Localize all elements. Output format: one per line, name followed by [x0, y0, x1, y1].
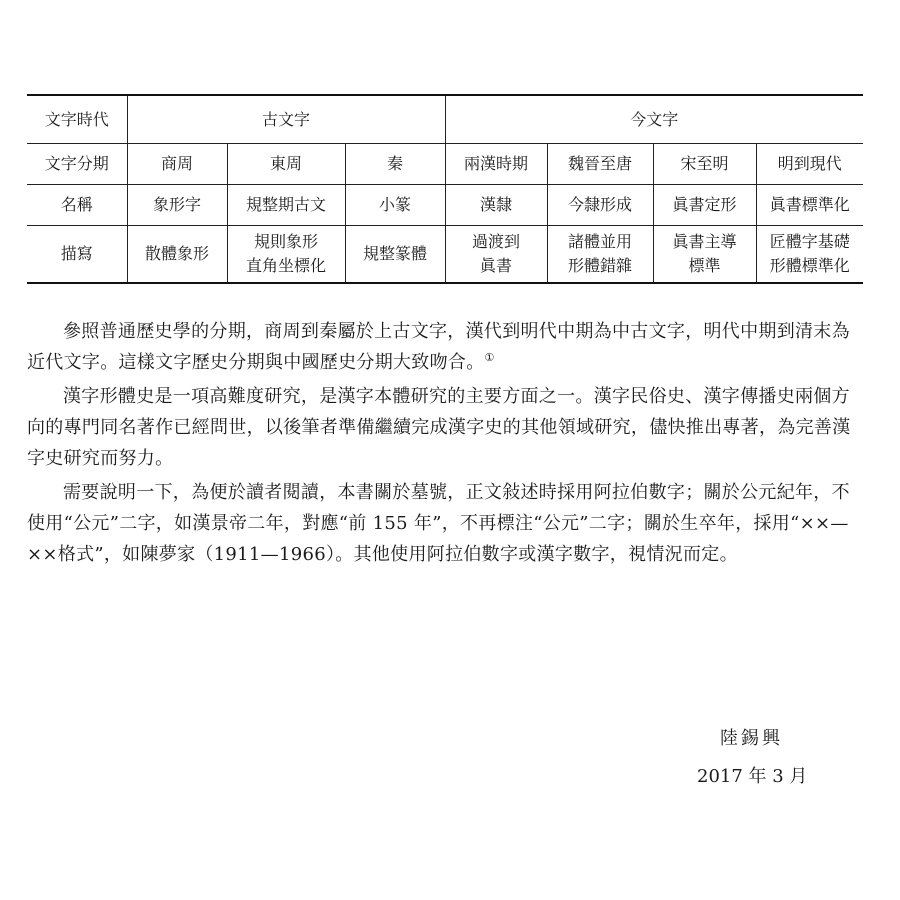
- cell-line: 眞書: [479, 256, 512, 275]
- author-signature: 陸錫興: [720, 728, 783, 749]
- table-cell: 東周: [227, 144, 345, 185]
- body-text: [27, 316, 867, 573]
- table-cell: 明到現代: [756, 144, 863, 185]
- cell-line: 標準: [688, 256, 721, 275]
- paragraph-research: 漢字形體史是一項高難度研究，是漢字本體研究的主要方面之一。漢字民俗史、漢字傳播史兩個方向的專門同名著作已經問世，以後筆者準備繼續完成漢字史的其他領域研究，儘快推出專著，為完善漢字史研究而努力。: [27, 386, 851, 469]
- table-cell: [227, 226, 345, 284]
- paragraph-conventions: 需要說明一下，為便於讀者閱讀，本書關於墓號，正文敍述時採用阿拉伯數字；關於公元紀年，不使用“公元”二字，如漢景帝二年，對應“前 155 年”，不再標注“公元”二字；關於生卒年，採用“××—××格式”，如陳夢家（1911—1966）。其他使用阿拉伯數字或漢字數字，視情況而定。: [27, 482, 850, 565]
- table-cell: 小篆: [345, 185, 445, 226]
- cell-line: 諸體並用: [567, 232, 632, 251]
- cell-line: 匠體字基礎: [769, 232, 850, 251]
- row-label-description: 描寫: [27, 226, 127, 284]
- table-cell: 象形字: [127, 185, 227, 226]
- table-cell: 眞書標準化: [756, 185, 863, 226]
- table-cell: [127, 226, 227, 284]
- table-cell: 秦: [345, 144, 445, 185]
- table-cell: 規整期古文: [227, 185, 345, 226]
- table-cell: 商周: [127, 144, 227, 185]
- table-cell: [445, 226, 547, 284]
- table-row: [27, 144, 863, 185]
- cell-line: 規整篆體: [362, 244, 427, 263]
- signature-date: 2017 年 3 月: [697, 766, 808, 787]
- cell-line: 過渡到: [471, 232, 520, 251]
- ancient-script-header: 古文字: [127, 95, 445, 144]
- cell-line: 形體錯雜: [567, 256, 632, 275]
- table-cell: [756, 226, 863, 284]
- cell-line: 形體標準化: [769, 256, 850, 275]
- paragraph-text: 參照普通歷史學的分期，商周到秦屬於上古文字，漢代到明代中期為中古文字，明代中期到清末為近代文字。這樣文字歷史分期與中國歷史分期大致吻合。: [27, 321, 850, 373]
- paragraph-periodization: [27, 316, 867, 378]
- table-row: [27, 226, 863, 284]
- table-cell: [653, 226, 756, 284]
- table-cell: 今隸形成: [547, 185, 653, 226]
- cell-line: 直角坐標化: [245, 256, 326, 275]
- table-cell: [547, 226, 653, 284]
- table-cell: 眞書定形: [653, 185, 756, 226]
- table-row: [27, 185, 863, 226]
- row-label-name: 名稱: [27, 185, 127, 226]
- table-cell: 兩漢時期: [445, 144, 547, 185]
- table-cell: 魏晉至唐: [547, 144, 653, 185]
- table-cell: 漢隸: [445, 185, 547, 226]
- footnote-marker[interactable]: ①: [484, 351, 495, 364]
- cell-line: 散體象形: [144, 244, 209, 263]
- table-cell: [345, 226, 445, 284]
- cell-line: 眞書主導: [672, 232, 737, 251]
- writing-era-table: [27, 94, 863, 284]
- row-label-era: 文字時代: [27, 95, 127, 144]
- table-row: [27, 95, 863, 144]
- row-label-period: 文字分期: [27, 144, 127, 185]
- cell-line: 規則象形: [253, 232, 318, 251]
- table-cell: 宋至明: [653, 144, 756, 185]
- modern-script-header: 今文字: [445, 95, 863, 144]
